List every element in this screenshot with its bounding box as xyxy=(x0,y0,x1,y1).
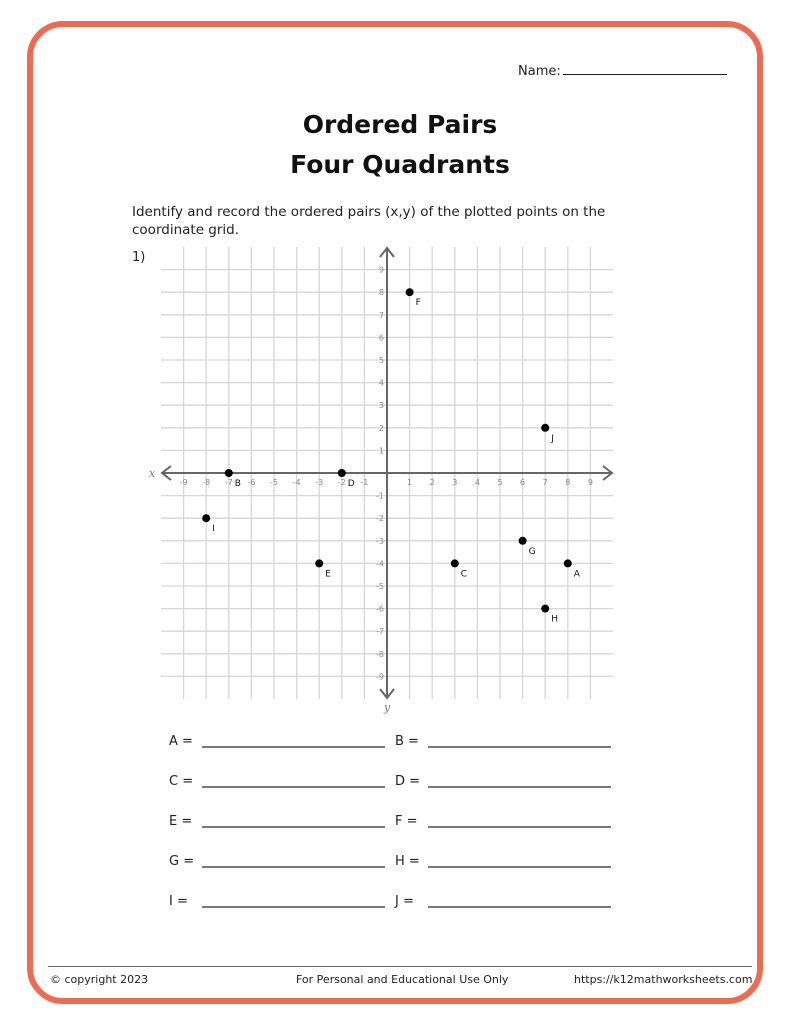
answer-field-g[interactable] xyxy=(202,866,385,868)
x-tick-label: -6 xyxy=(247,478,256,487)
y-tick-label: 2 xyxy=(378,423,384,433)
answer-field-a[interactable] xyxy=(202,746,385,748)
x-axis-label: x xyxy=(149,467,156,480)
point-label-i: I xyxy=(212,524,215,535)
plotted-point-h xyxy=(541,605,549,613)
answer-label-j: J = xyxy=(395,894,414,909)
y-tick-label: 3 xyxy=(378,401,384,411)
answer-field-f[interactable] xyxy=(428,826,611,828)
x-tick-label: -8 xyxy=(202,478,211,487)
x-tick-label: 6 xyxy=(520,478,526,487)
plotted-point-b xyxy=(225,469,233,477)
y-tick-label: 6 xyxy=(378,333,384,343)
y-tick-label: 4 xyxy=(378,378,384,388)
answer-field-d[interactable] xyxy=(428,786,611,788)
y-tick-label: -3 xyxy=(376,536,384,546)
answer-label-d: D = xyxy=(395,774,421,789)
answer-field-c[interactable] xyxy=(202,786,385,788)
y-tick-label: 1 xyxy=(378,446,384,456)
x-tick-label: -5 xyxy=(270,478,278,487)
plotted-point-c xyxy=(451,559,459,567)
page-title-line2: Four Quadrants xyxy=(290,150,510,179)
x-tick-label: 5 xyxy=(497,478,503,487)
x-tick-label: 3 xyxy=(452,478,458,487)
x-tick-label: 2 xyxy=(429,478,435,487)
answer-field-i[interactable] xyxy=(202,906,385,908)
plotted-point-e xyxy=(315,559,323,567)
answer-field-h[interactable] xyxy=(428,866,611,868)
point-label-e: E xyxy=(325,569,331,580)
question-number: 1) xyxy=(132,250,146,265)
y-tick-label: 7 xyxy=(378,310,384,320)
x-tick-label: 7 xyxy=(542,478,548,487)
footer-url[interactable]: https://k12mathworksheets.com xyxy=(574,973,753,986)
y-tick-label: 9 xyxy=(378,265,384,275)
answer-field-j[interactable] xyxy=(428,906,611,908)
point-label-a: A xyxy=(573,569,580,580)
y-tick-label: -9 xyxy=(376,672,384,682)
y-tick-label: -5 xyxy=(376,582,384,591)
x-tick-label: -7 xyxy=(224,478,233,487)
plotted-point-i xyxy=(202,514,210,522)
answer-field-b[interactable] xyxy=(428,746,611,748)
answer-label-i: I = xyxy=(169,894,188,909)
x-tick-label: -4 xyxy=(292,478,301,487)
footer-divider xyxy=(48,966,752,967)
y-tick-label: -6 xyxy=(376,604,384,614)
x-tick-label: -3 xyxy=(315,478,324,487)
answer-label-g: G = xyxy=(169,854,195,869)
point-label-c: C xyxy=(460,569,468,580)
answer-label-f: F = xyxy=(395,814,418,829)
y-tick-label: 8 xyxy=(378,288,384,298)
answer-label-c: C = xyxy=(169,774,194,789)
plotted-point-d xyxy=(338,469,346,477)
y-tick-label: -4 xyxy=(376,559,384,569)
y-tick-label: -2 xyxy=(376,514,384,524)
x-tick-label: 9 xyxy=(587,478,593,487)
point-label-b: B xyxy=(234,479,241,489)
x-tick-label: -9 xyxy=(179,478,188,487)
y-tick-label: -7 xyxy=(376,627,384,637)
x-tick-label: 4 xyxy=(474,478,480,487)
x-tick-label: 1 xyxy=(407,478,413,487)
answer-label-b: B = xyxy=(395,734,419,749)
y-tick-label: 5 xyxy=(378,356,384,365)
plotted-point-j xyxy=(541,424,549,432)
page-title-line1: Ordered Pairs xyxy=(302,110,498,139)
answer-label-a: A = xyxy=(169,734,193,749)
y-tick-label: -1 xyxy=(376,491,384,501)
name-label: Name: xyxy=(518,64,561,79)
plotted-point-a xyxy=(564,559,572,567)
x-tick-label: 8 xyxy=(565,478,571,487)
point-label-d: D xyxy=(347,479,355,489)
answer-field-e[interactable] xyxy=(202,826,385,828)
footer-usage: For Personal and Educational Use Only xyxy=(296,973,509,986)
point-label-g: G xyxy=(528,546,536,557)
y-tick-label: -8 xyxy=(376,649,384,659)
x-tick-label: -1 xyxy=(360,478,369,487)
y-axis-label: y xyxy=(384,701,391,714)
plotted-point-g xyxy=(519,537,527,545)
point-label-f: F xyxy=(415,298,421,309)
footer-copyright: © copyright 2023 xyxy=(50,973,149,986)
point-label-j: J xyxy=(551,433,554,444)
instructions: Identify and record the ordered pairs (x,y) of the plotted points on the coordinate grid. xyxy=(132,204,606,238)
answer-label-e: E = xyxy=(169,814,193,829)
plotted-point-f xyxy=(406,288,414,296)
point-label-h: H xyxy=(551,614,558,625)
answer-label-h: H = xyxy=(395,854,420,869)
x-tick-label: -2 xyxy=(337,478,346,487)
